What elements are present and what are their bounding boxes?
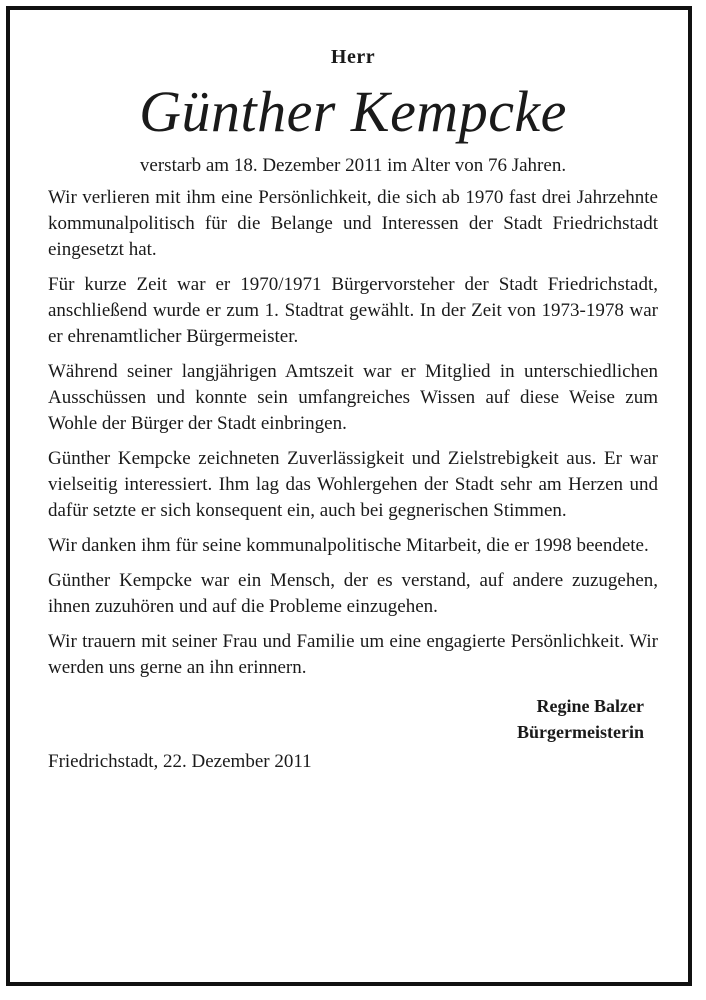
death-announcement: verstarb am 18. Dezember 2011 im Alter von 76 Jahren.	[139, 155, 567, 176]
obituary-notice	[6, 6, 692, 986]
signature-name: Regine Balzer	[536, 696, 644, 716]
paragraph-committees: Während seiner langjährigen Amtszeit war er Mitglied in unterschiedlichen Ausschüssen und konnte sein umfangreiches Wissen auf diese Weise zum Wohle der Bürger der Stadt einbringen.	[48, 361, 658, 434]
notice-content	[48, 40, 658, 775]
paragraph-person: Günther Kempcke war ein Mensch, der es verstand, auf andere zuzugehen, ihnen zuzuhören und auf die Probleme einzugehen.	[48, 570, 658, 617]
paragraph-thanks: Wir danken ihm für seine kommunalpolitische Mitarbeit, die er 1998 beendete.	[48, 535, 649, 556]
paragraph-character: Günther Kempcke zeichneten Zuverlässigkeit und Zielstrebigkeit aus. Er war vielseitig interessiert. Ihm lag das Wohlergehen der Stadt sehr am Herzen und dafür setzte er sich konsequent ein, auch bei gegnerischen Stimmen.	[48, 448, 658, 521]
paragraph-offices: Für kurze Zeit war er 1970/1971 Bürgervorsteher der Stadt Friedrichstadt, anschließend wurde er zum 1. Stadtrat gewählt. In der Zeit von 1973-1978 war er ehrenamtlicher Bürgermeister.	[48, 274, 658, 347]
signature-block	[48, 693, 644, 745]
paragraph-personality: Wir verlieren mit ihm eine Persönlichkeit, die sich ab 1970 fast drei Jahrzehnte kommunalpolitisch für die Belange und Interessen der Stadt Friedrichstadt eingesetzt hat.	[48, 187, 658, 260]
signature-title: Bürgermeisterin	[517, 722, 644, 742]
place-date: Friedrichstadt, 22. Dezember 2011	[48, 751, 312, 772]
salutation: Herr	[330, 46, 376, 68]
deceased-name: Günther Kempcke	[139, 79, 567, 144]
paragraph-mourning: Wir trauern mit seiner Frau und Familie um eine engagierte Persönlichkeit. Wir werden uns gerne an ihn erinnern.	[48, 631, 658, 678]
